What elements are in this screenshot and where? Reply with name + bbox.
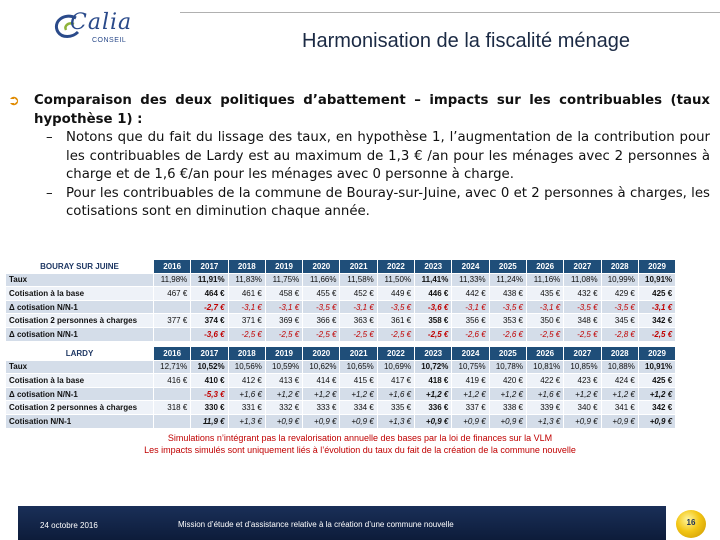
- year-header: 2027: [564, 260, 601, 274]
- table-cell: -2,5 €: [377, 327, 414, 341]
- table-cell: 10,75%: [452, 360, 489, 374]
- table-cell: +0,9 €: [303, 414, 340, 428]
- year-header: 2021: [340, 347, 377, 361]
- table-cell: 340 €: [564, 401, 601, 415]
- table-cell: 458 €: [265, 287, 302, 301]
- table-cell: +0,9 €: [564, 414, 601, 428]
- table-cell: +1,6 €: [526, 387, 563, 401]
- table-cell: +1,2 €: [489, 387, 526, 401]
- sub-bullet-text: Pour les contribuables de la commune de Bouray-sur-Juine, avec 0 et 2 personnes à charges, les cotisations sont en diminution chaque année.: [66, 185, 710, 219]
- calia-logo: [52, 8, 142, 50]
- table-row: [6, 327, 676, 341]
- year-header: 2029: [638, 260, 675, 274]
- table-cell: -3,5 €: [303, 300, 340, 314]
- table-cell: 350 €: [526, 314, 563, 328]
- table-row: [6, 360, 676, 374]
- logo-subtitle: CONSEIL: [92, 37, 127, 44]
- table-cell: -3,1 €: [526, 300, 563, 314]
- table-cell: -2,5 €: [303, 327, 340, 341]
- year-header: 2025: [489, 260, 526, 274]
- table-cell: 452 €: [340, 287, 377, 301]
- table-cell: +1,6 €: [228, 387, 265, 401]
- year-header: 2022: [377, 260, 414, 274]
- table-cell: 423 €: [564, 374, 601, 388]
- row-label: Cotisation N/N-1: [6, 414, 154, 428]
- table-cell: +1,2 €: [265, 387, 302, 401]
- table-cell: +0,9 €: [265, 414, 302, 428]
- row-label: Cotisation à la base: [6, 374, 154, 388]
- table-cell: -2,7 €: [191, 300, 228, 314]
- footer-bar: [18, 506, 666, 540]
- page-number: 16: [686, 518, 696, 527]
- table-cell: -2,6 €: [489, 327, 526, 341]
- table-row: [6, 300, 676, 314]
- note-line: Les impacts simulés sont uniquement liés à l’évolution du taux du fait de la création de la commune nouvelle: [144, 445, 576, 455]
- year-header: 2020: [303, 347, 340, 361]
- year-header: 2024: [452, 347, 489, 361]
- table-cell: +1,3 €: [228, 414, 265, 428]
- table-cell: 417 €: [377, 374, 414, 388]
- table-cell: 449 €: [377, 287, 414, 301]
- table-cell: -3,6 €: [415, 300, 452, 314]
- table-cell: -2,6 €: [452, 327, 489, 341]
- year-header: 2025: [489, 347, 526, 361]
- table-header-row: [6, 260, 676, 274]
- table-cell: +0,9 €: [415, 414, 452, 428]
- lardy-table: [5, 346, 676, 429]
- year-header: 2026: [526, 260, 563, 274]
- table-cell: -3,5 €: [377, 300, 414, 314]
- table-cell: -2,5 €: [265, 327, 302, 341]
- table-cell: +1,3 €: [377, 414, 414, 428]
- year-header: 2020: [303, 260, 340, 274]
- table-cell: 339 €: [526, 401, 563, 415]
- table-commune-name: LARDY: [6, 347, 154, 361]
- table-cell: 419 €: [452, 374, 489, 388]
- table-cell: 366 €: [303, 314, 340, 328]
- table-cell: 369 €: [265, 314, 302, 328]
- table-cell: 413 €: [265, 374, 302, 388]
- table-cell: 446 €: [415, 287, 452, 301]
- table-cell: -2,5 €: [526, 327, 563, 341]
- year-header: 2017: [191, 347, 228, 361]
- table-cell: +0,9 €: [638, 414, 675, 428]
- row-label: Δ cotisation N/N-1: [6, 387, 154, 401]
- table-cell: 334 €: [340, 401, 377, 415]
- table-cell: +1,2 €: [638, 387, 675, 401]
- note-line: Simulations n’intégrant pas la revalorisation annuelle des bases par la loi de finances sur la VLM: [167, 433, 553, 443]
- table-cell: 331 €: [228, 401, 265, 415]
- table-cell: 10,91%: [638, 273, 675, 287]
- year-header: 2027: [564, 347, 601, 361]
- table-cell: -3,1 €: [228, 300, 265, 314]
- table-cell: +1,2 €: [564, 387, 601, 401]
- year-header: 2028: [601, 260, 638, 274]
- table-cell: +1,2 €: [452, 387, 489, 401]
- row-label: Taux: [6, 273, 154, 287]
- table-cell: 455 €: [303, 287, 340, 301]
- table-cell: -3,5 €: [489, 300, 526, 314]
- table-cell: 11,75%: [265, 273, 302, 287]
- table-cell: +0,9 €: [601, 414, 638, 428]
- table-cell: +1,2 €: [415, 387, 452, 401]
- table-cell: 11,16%: [526, 273, 563, 287]
- table-cell: 435 €: [526, 287, 563, 301]
- main-bullet: [8, 92, 710, 129]
- table-cell: 416 €: [154, 374, 191, 388]
- table-cell: 342 €: [638, 314, 675, 328]
- table-row: [6, 401, 676, 415]
- dash-icon: –: [46, 130, 53, 145]
- table-cell: 11,24%: [489, 273, 526, 287]
- year-header: 2016: [154, 260, 191, 274]
- table-cell: 361 €: [377, 314, 414, 328]
- year-header: 2018: [228, 260, 265, 274]
- table-cell: 464 €: [191, 287, 228, 301]
- main-bullet-text: Comparaison des deux politiques d’abattement – impacts sur les contribuables (taux hypothèse 1) :: [34, 93, 710, 127]
- row-label: Taux: [6, 360, 154, 374]
- year-header: 2017: [191, 260, 228, 274]
- table-cell: -5,3 €: [191, 387, 228, 401]
- row-label: Δ cotisation N/N-1: [6, 300, 154, 314]
- table-cell: 424 €: [601, 374, 638, 388]
- table-cell: 442 €: [452, 287, 489, 301]
- table-cell: 332 €: [265, 401, 302, 415]
- page-title: Harmonisation de la fiscalité ménage: [302, 30, 630, 52]
- table-cell: -3,5 €: [601, 300, 638, 314]
- table-commune-name: BOURAY SUR JUINE: [6, 260, 154, 274]
- table-cell: 412 €: [228, 374, 265, 388]
- table-cell: 336 €: [415, 401, 452, 415]
- table-cell: 337 €: [452, 401, 489, 415]
- table-cell: 10,62%: [303, 360, 340, 374]
- table-cell: 422 €: [526, 374, 563, 388]
- table-cell: [154, 414, 191, 428]
- table-cell: 432 €: [564, 287, 601, 301]
- table-cell: 356 €: [452, 314, 489, 328]
- year-header: 2029: [638, 347, 675, 361]
- table-cell: 429 €: [601, 287, 638, 301]
- table-cell: [154, 327, 191, 341]
- table-cell: 342 €: [638, 401, 675, 415]
- year-header: 2021: [340, 260, 377, 274]
- year-header: 2022: [377, 347, 414, 361]
- logo-brand: Calia: [70, 10, 133, 35]
- table-row: [6, 287, 676, 301]
- table-cell: -2,8 €: [601, 327, 638, 341]
- table-cell: 11,41%: [415, 273, 452, 287]
- year-header: 2024: [452, 260, 489, 274]
- year-header: 2018: [228, 347, 265, 361]
- table-cell: -2,5 €: [228, 327, 265, 341]
- table-cell: +1,2 €: [303, 387, 340, 401]
- table-cell: 341 €: [601, 401, 638, 415]
- table-cell: 10,59%: [265, 360, 302, 374]
- table-cell: 10,72%: [415, 360, 452, 374]
- table-cell: 11,9 €: [191, 414, 228, 428]
- table-cell: 415 €: [340, 374, 377, 388]
- table-cell: 12,71%: [154, 360, 191, 374]
- table-cell: 333 €: [303, 401, 340, 415]
- table-cell: [154, 300, 191, 314]
- table-cell: -3,1 €: [265, 300, 302, 314]
- table-cell: 374 €: [191, 314, 228, 328]
- table-cell: +1,2 €: [340, 387, 377, 401]
- table-cell: -3,5 €: [564, 300, 601, 314]
- table-cell: 10,91%: [638, 360, 675, 374]
- table-cell: 363 €: [340, 314, 377, 328]
- table-cell: 438 €: [489, 287, 526, 301]
- table-cell: 335 €: [377, 401, 414, 415]
- table-cell: 11,58%: [340, 273, 377, 287]
- table-cell: 11,08%: [564, 273, 601, 287]
- table-cell: 10,99%: [601, 273, 638, 287]
- footer-mission: Mission d’étude et d’assistance relative à la création d’une commune nouvelle: [178, 520, 454, 529]
- table-cell: 338 €: [489, 401, 526, 415]
- table-cell: 10,56%: [228, 360, 265, 374]
- table-cell: 10,88%: [601, 360, 638, 374]
- sub-bullet-text: Notons que du fait du lissage des taux, en hypothèse 1, l’augmentation de la contribution pour les contribuables de Lardy est au maximum de 1,3 € /an pour les ménages avec 2 personnes à charge et de 1,6 €/an pour les ménages avec 0 personne à charge.: [66, 130, 710, 182]
- table-cell: -2,5 €: [638, 327, 675, 341]
- table-cell: +1,3 €: [526, 414, 563, 428]
- table-cell: -3,6 €: [191, 327, 228, 341]
- table-cell: 461 €: [228, 287, 265, 301]
- table-cell: +0,9 €: [489, 414, 526, 428]
- table-cell: 10,78%: [489, 360, 526, 374]
- table-cell: [154, 387, 191, 401]
- dash-icon: –: [46, 185, 53, 201]
- year-header: 2026: [526, 347, 563, 361]
- year-header: 2016: [154, 347, 191, 361]
- table-cell: -2,5 €: [564, 327, 601, 341]
- table-cell: +0,9 €: [340, 414, 377, 428]
- year-header: 2023: [415, 260, 452, 274]
- sub-bullet: [8, 129, 710, 185]
- table-cell: 420 €: [489, 374, 526, 388]
- table-cell: 10,52%: [191, 360, 228, 374]
- year-header: 2023: [415, 347, 452, 361]
- table-cell: 425 €: [638, 374, 675, 388]
- table-cell: +1,6 €: [377, 387, 414, 401]
- year-header: 2019: [265, 347, 302, 361]
- table-cell: -2,5 €: [340, 327, 377, 341]
- table-cell: 11,33%: [452, 273, 489, 287]
- table-row: [6, 374, 676, 388]
- table-cell: 318 €: [154, 401, 191, 415]
- table-cell: 11,83%: [228, 273, 265, 287]
- table-cell: -3,1 €: [638, 300, 675, 314]
- simulation-note: [0, 432, 720, 456]
- table-cell: 418 €: [415, 374, 452, 388]
- table-cell: 10,65%: [340, 360, 377, 374]
- table-cell: 425 €: [638, 287, 675, 301]
- table-cell: 10,81%: [526, 360, 563, 374]
- table-cell: 11,66%: [303, 273, 340, 287]
- table-row: [6, 314, 676, 328]
- row-label: Cotisation 2 personnes à charges: [6, 401, 154, 415]
- year-header: 2019: [265, 260, 302, 274]
- table-cell: 377 €: [154, 314, 191, 328]
- sub-bullet: [8, 185, 710, 222]
- table-cell: 358 €: [415, 314, 452, 328]
- table-cell: 10,69%: [377, 360, 414, 374]
- bouray-table: [5, 259, 676, 342]
- table-cell: 410 €: [191, 374, 228, 388]
- table-cell: 11,91%: [191, 273, 228, 287]
- table-cell: 11,98%: [154, 273, 191, 287]
- title-divider: [180, 12, 720, 13]
- table-row: [6, 414, 676, 428]
- table-cell: 353 €: [489, 314, 526, 328]
- table-header-row: [6, 347, 676, 361]
- table-row: [6, 273, 676, 287]
- row-label: Cotisation à la base: [6, 287, 154, 301]
- table-cell: 467 €: [154, 287, 191, 301]
- table-cell: -3,1 €: [340, 300, 377, 314]
- table-cell: +1,2 €: [601, 387, 638, 401]
- table-cell: 348 €: [564, 314, 601, 328]
- table-cell: 371 €: [228, 314, 265, 328]
- row-label: Δ cotisation N/N-1: [6, 327, 154, 341]
- table-cell: 10,85%: [564, 360, 601, 374]
- bullet-list: [8, 92, 710, 222]
- row-label: Cotisation 2 personnes à charges: [6, 314, 154, 328]
- table-cell: 345 €: [601, 314, 638, 328]
- year-header: 2028: [601, 347, 638, 361]
- table-cell: -3,1 €: [452, 300, 489, 314]
- table-cell: 330 €: [191, 401, 228, 415]
- table-cell: 414 €: [303, 374, 340, 388]
- arrow-bullet-icon: ➲: [8, 93, 20, 109]
- page-number-badge: [676, 510, 706, 538]
- table-cell: +0,9 €: [452, 414, 489, 428]
- table-cell: 11,50%: [377, 273, 414, 287]
- table-row: [6, 387, 676, 401]
- footer-date: 24 octobre 2016: [40, 521, 98, 530]
- table-cell: -2,5 €: [415, 327, 452, 341]
